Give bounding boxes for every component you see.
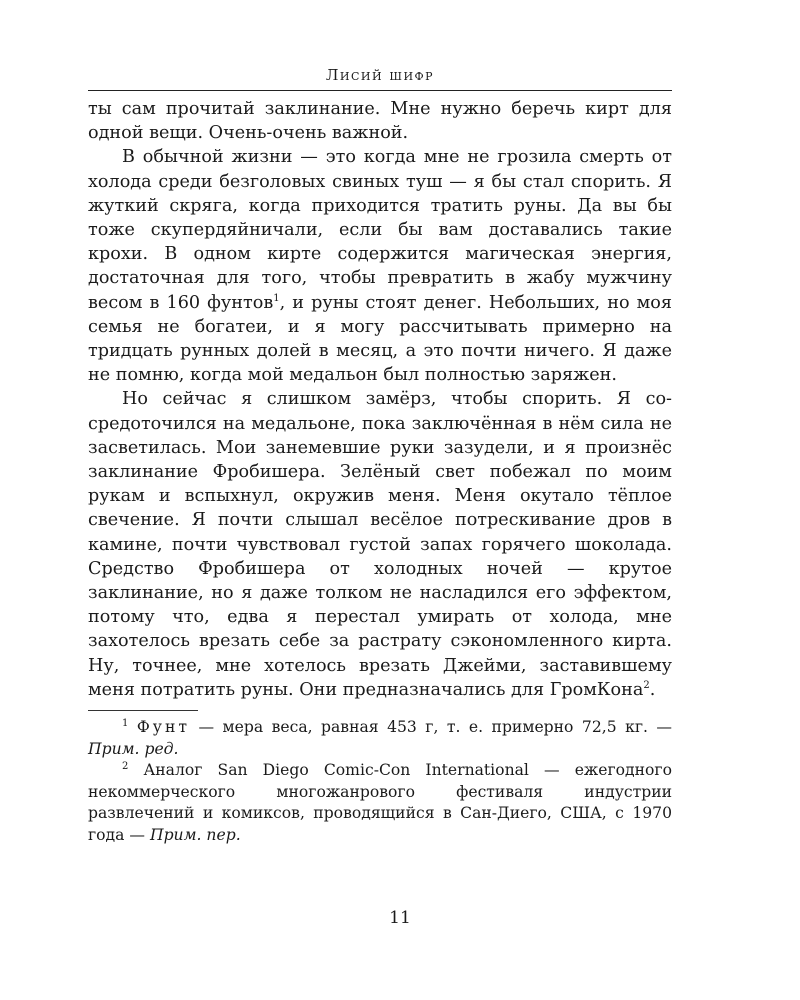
footnote-2 [88,760,672,846]
paragraph-3-text: Но сейчас я слишком замёрз, чтобы спорить. Я сосредоточился на медальоне, пока заключённая в нём сила не засветилась. Мои занемевшие руки зазудели, и я произнёс заклинание Фробишера. Зелёный свет побежал по моим рукам и вспыхнул, окружив меня. Меня окутало тёплое свечение. Я почти слышал весёлое потрескивание дров в камине, почти чувствовал густой запах горячего шоколада. Средство Фробишера от холодных ночей — крутое заклинание, но я даже толком не насладился его эффектом, потому что, едва я перестал умирать от холода, мне захотелось врезать себе за растрату сэкономленного кирта. Ну, точнее, мне хотелось врезать Джейми, заставившему меня потратить руны. Они предназначались для ГромКона [88,389,672,700]
footnote-2-text: Аналог San Diego Comic-Con International — ежегодного некоммерческого многожанрового фестиваля индустрии развлечений и комиксов, проводящийся в Сан-Диего, США, с 1970 года — [88,761,672,844]
footnote-2-mark: 2 [122,760,129,772]
body-text [88,97,672,702]
paragraph-2-text-a: В обычной жизни — это когда мне не грозила смерть от холода среди безголовых свиных туш — я бы стал спорить. Я жуткий скряга, когда приходится тратить руны. Да вы бы тоже скупердяйничали, если бы вам доставались такие крохи. В одном кирте содержится магическая энергия, достаточная для того, чтобы превратить в жабу мужчину весом в 160 фунтов [88,147,672,313]
book-page [88,66,672,846]
footnotes [88,717,672,846]
footnote-1 [88,717,672,760]
paragraph-3-end: . [649,679,656,700]
footnote-ref-1[interactable]: 1 [273,292,280,304]
footnote-ref-2[interactable]: 2 [643,680,650,692]
running-head: Лисий шифр [325,66,435,84]
page-number: 11 [389,908,411,928]
paragraph-1-text: ты сам прочитай заклинание. Мне нужно беречь кирт для одной вещи. Очень-очень важной. [88,99,672,144]
header-rule [88,90,672,91]
footnote-1-text: — мера веса, равная 453 г, т. е. примерно 72,5 кг. — [189,718,672,737]
paragraph-2 [88,145,672,387]
paragraph-3 [88,387,672,702]
footnote-1-note: Прим. ред. [88,739,179,758]
footnote-rule [88,710,198,711]
footnote-2-note: Прим. пер. [149,825,241,844]
footnote-1-mark: 1 [122,717,129,729]
paragraph-2-text-b: , и руны стоят денег. Небольших, но моя семья не богатеи, и я могу рассчитывать примерно на тридцать рунных долей в месяц, а это почти ничего. Я даже не помню, когда мой медальон был полностью заряжен. [88,292,672,386]
footnote-1-term: Фунт [136,718,190,737]
paragraph-1 [88,97,672,145]
